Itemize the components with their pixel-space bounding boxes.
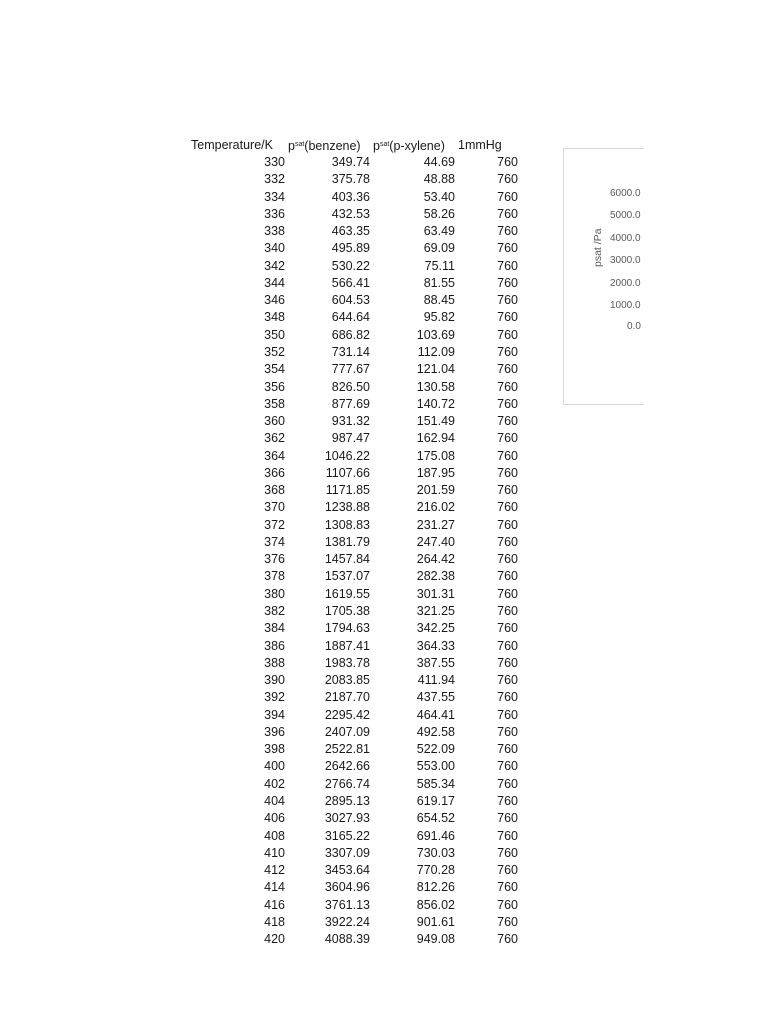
p-xylene-psat-cell: 44.69 bbox=[423, 155, 455, 169]
temperature-cell: 408 bbox=[264, 828, 285, 843]
p-xylene-psat-cell: 175.08 bbox=[416, 448, 455, 463]
temperature-cell: 354 bbox=[264, 362, 285, 377]
pressure-cell: 760 bbox=[497, 845, 518, 860]
temperature-cell: 374 bbox=[264, 534, 285, 549]
p-xylene-psat-cell: 69.09 bbox=[423, 241, 455, 256]
temperature-cell: 386 bbox=[264, 638, 285, 653]
benzene-psat-cell: 1705.38 bbox=[324, 604, 370, 619]
benzene-psat-cell: 375.78 bbox=[331, 172, 370, 187]
p-xylene-psat-cell: 619.17 bbox=[416, 793, 455, 808]
benzene-psat-cell: 931.32 bbox=[331, 414, 370, 429]
pressure-cell: 760 bbox=[497, 880, 518, 895]
pressure-cell: 760 bbox=[497, 241, 518, 256]
benzene-psat-cell: 3453.64 bbox=[324, 863, 370, 878]
p-xylene-psat-cell: 464.41 bbox=[416, 707, 455, 722]
chart-y-tick-label: 6000.0 bbox=[610, 188, 641, 199]
p-xylene-psat-cell: 247.40 bbox=[416, 534, 455, 549]
p-xylene-psat-cell: 321.25 bbox=[416, 604, 455, 619]
temperature-cell: 406 bbox=[264, 811, 285, 826]
temperature-cell: 360 bbox=[264, 414, 285, 429]
pressure-cell: 760 bbox=[497, 828, 518, 843]
temperature-cell: 388 bbox=[264, 655, 285, 670]
p-xylene-psat-cell: 437.55 bbox=[416, 690, 455, 705]
p-xylene-psat-cell: 585.34 bbox=[416, 776, 455, 791]
benzene-psat-cell: 463.35 bbox=[331, 224, 370, 239]
temperature-cell: 346 bbox=[264, 293, 285, 308]
benzene-psat-cell: 1537.07 bbox=[324, 569, 370, 584]
chart-y-tick-label: 0.0 bbox=[627, 321, 641, 332]
p-xylene-psat-cell: 81.55 bbox=[423, 275, 455, 290]
benzene-psat-cell: 2895.13 bbox=[324, 793, 370, 808]
benzene-psat-cell: 987.47 bbox=[331, 431, 370, 446]
temperature-cell: 400 bbox=[264, 759, 285, 774]
pressure-cell: 760 bbox=[497, 465, 518, 480]
p-xylene-psat-cell: 901.61 bbox=[416, 914, 455, 929]
temperature-cell: 410 bbox=[264, 845, 285, 860]
p-xylene-psat-cell: 411.94 bbox=[417, 673, 455, 688]
benzene-psat-cell: 3761.13 bbox=[324, 897, 370, 912]
benzene-psat-cell: 1107.66 bbox=[325, 465, 370, 480]
p-xylene-psat-cell: 812.26 bbox=[416, 880, 455, 895]
temperature-cell: 412 bbox=[264, 863, 285, 878]
pressure-cell: 760 bbox=[497, 414, 518, 429]
p-xylene-psat-cell: 63.49 bbox=[423, 224, 455, 239]
temperature-cell: 362 bbox=[264, 431, 285, 446]
pressure-cell: 760 bbox=[497, 586, 518, 601]
p-xylene-psat-cell: 264.42 bbox=[416, 552, 455, 567]
pressure-cell: 760 bbox=[497, 742, 518, 757]
temperature-cell: 372 bbox=[264, 517, 285, 532]
chart-y-tick-label: 2000.0 bbox=[610, 278, 641, 289]
p-xylene-psat-cell: 231.27 bbox=[416, 517, 455, 532]
pressure-cell: 760 bbox=[497, 759, 518, 774]
p-xylene-psat-cell: 53.40 bbox=[423, 189, 455, 204]
pressure-cell: 760 bbox=[497, 776, 518, 791]
p-xylene-psat-cell: 75.11 bbox=[424, 258, 455, 273]
pressure-cell: 760 bbox=[497, 673, 518, 688]
temperature-cell: 420 bbox=[264, 932, 285, 947]
p-xylene-psat-cell: 282.38 bbox=[416, 569, 455, 584]
temperature-cell: 416 bbox=[264, 897, 285, 912]
benzene-psat-cell: 566.41 bbox=[331, 275, 370, 290]
chart-y-tick-label: 5000.0 bbox=[610, 210, 641, 221]
p-xylene-psat-cell: 730.03 bbox=[416, 845, 455, 860]
pressure-cell: 760 bbox=[497, 172, 518, 187]
p-xylene-psat-cell: 553.00 bbox=[416, 759, 455, 774]
benzene-psat-cell: 2642.66 bbox=[324, 759, 370, 774]
pressure-cell: 760 bbox=[497, 327, 518, 342]
temperature-cell: 392 bbox=[264, 690, 285, 705]
pressure-cell: 760 bbox=[497, 655, 518, 670]
benzene-psat-cell: 1046.22 bbox=[324, 448, 370, 463]
chart-y-axis-label: psat /Pa bbox=[592, 228, 604, 267]
p-xylene-psat-cell: 691.46 bbox=[416, 828, 455, 843]
pressure-cell: 760 bbox=[497, 500, 518, 515]
pressure-cell: 760 bbox=[497, 275, 518, 290]
temperature-cell: 402 bbox=[264, 776, 285, 791]
temperature-cell: 356 bbox=[264, 379, 285, 394]
pressure-cell: 760 bbox=[497, 604, 518, 619]
benzene-psat-cell: 686.82 bbox=[331, 327, 370, 342]
p-xylene-psat-cell: 95.82 bbox=[423, 310, 455, 325]
chart-partial bbox=[563, 148, 644, 405]
benzene-psat-cell: 1457.84 bbox=[324, 552, 370, 567]
temperature-cell: 404 bbox=[264, 793, 285, 808]
temperature-cell: 364 bbox=[264, 448, 285, 463]
pressure-cell: 760 bbox=[497, 379, 518, 394]
pressure-cell: 760 bbox=[497, 206, 518, 221]
benzene-psat-cell: 4088.39 bbox=[324, 932, 370, 947]
p-xylene-psat-cell: 130.58 bbox=[416, 379, 455, 394]
benzene-psat-cell: 1887.41 bbox=[324, 638, 370, 653]
temperature-cell: 414 bbox=[264, 880, 285, 895]
p-xylene-psat-cell: 364.33 bbox=[416, 638, 455, 653]
temperature-cell: 398 bbox=[264, 742, 285, 757]
p-xylene-psat-cell: 522.09 bbox=[416, 742, 455, 757]
p-xylene-psat-cell: 121.04 bbox=[416, 362, 455, 377]
chart-y-tick-label: 4000.0 bbox=[610, 233, 641, 244]
p-xylene-psat-cell: 654.52 bbox=[416, 811, 455, 826]
temperature-cell: 338 bbox=[264, 224, 285, 239]
pressure-cell: 760 bbox=[497, 155, 518, 169]
pressure-cell: 760 bbox=[497, 932, 518, 947]
pressure-cell: 760 bbox=[497, 189, 518, 204]
temperature-cell: 344 bbox=[264, 275, 285, 290]
temperature-cell: 352 bbox=[264, 344, 285, 359]
pressure-cell: 760 bbox=[497, 707, 518, 722]
benzene-psat-cell: 3922.24 bbox=[324, 914, 370, 929]
temperature-cell: 366 bbox=[264, 465, 285, 480]
p-xylene-psat-cell: 48.88 bbox=[423, 172, 455, 187]
temperature-cell: 394 bbox=[264, 707, 285, 722]
temperature-cell: 348 bbox=[264, 310, 285, 325]
pressure-cell: 760 bbox=[497, 431, 518, 446]
pressure-cell: 760 bbox=[497, 569, 518, 584]
pressure-cell: 760 bbox=[497, 448, 518, 463]
p-xylene-psat-cell: 387.55 bbox=[416, 655, 455, 670]
benzene-psat-cell: 3307.09 bbox=[324, 845, 370, 860]
chart-frame bbox=[563, 148, 644, 405]
pressure-cell: 760 bbox=[497, 258, 518, 273]
header-pressure: 1mmHg bbox=[458, 138, 502, 152]
pressure-cell: 760 bbox=[497, 914, 518, 929]
pressure-cell: 760 bbox=[497, 483, 518, 498]
temperature-cell: 382 bbox=[264, 604, 285, 619]
benzene-psat-cell: 644.64 bbox=[331, 310, 370, 325]
p-xylene-psat-cell: 162.94 bbox=[416, 431, 455, 446]
benzene-psat-cell: 826.50 bbox=[331, 379, 370, 394]
pressure-cell: 760 bbox=[497, 621, 518, 636]
pressure-cell: 760 bbox=[497, 310, 518, 325]
p-xylene-psat-cell: 770.28 bbox=[416, 863, 455, 878]
pressure-cell: 760 bbox=[497, 638, 518, 653]
p-xylene-psat-cell: 151.49 bbox=[416, 414, 455, 429]
p-xylene-psat-cell: 140.72 bbox=[416, 396, 455, 411]
header-benzene: $p^{sat}(benzene)$ bbox=[288, 139, 361, 153]
temperature-cell: 368 bbox=[264, 483, 285, 498]
temperature-cell: 336 bbox=[264, 206, 285, 221]
p-xylene-psat-cell: 216.02 bbox=[416, 500, 455, 515]
p-xylene-psat-cell: 492.58 bbox=[416, 724, 455, 739]
temperature-cell: 342 bbox=[264, 258, 285, 273]
benzene-psat-cell: 1794.63 bbox=[324, 621, 370, 636]
p-xylene-psat-cell: 342.25 bbox=[416, 621, 455, 636]
benzene-psat-cell: 2083.85 bbox=[324, 673, 370, 688]
benzene-psat-cell: 2766.74 bbox=[324, 776, 370, 791]
benzene-psat-cell: 349.74 bbox=[331, 155, 370, 169]
p-xylene-psat-cell: 103.69 bbox=[416, 327, 455, 342]
benzene-psat-cell: 1381.79 bbox=[324, 534, 370, 549]
benzene-psat-cell: 495.89 bbox=[331, 241, 370, 256]
temperature-cell: 384 bbox=[264, 621, 285, 636]
p-xylene-psat-cell: 201.59 bbox=[416, 483, 455, 498]
benzene-psat-cell: 2407.09 bbox=[324, 724, 370, 739]
benzene-psat-cell: 777.67 bbox=[331, 362, 370, 377]
temperature-cell: 334 bbox=[264, 189, 285, 204]
benzene-psat-cell: 1619.55 bbox=[324, 586, 370, 601]
pressure-cell: 760 bbox=[497, 344, 518, 359]
temperature-cell: 330 bbox=[264, 155, 285, 169]
benzene-psat-cell: 1308.83 bbox=[324, 517, 370, 532]
pressure-cell: 760 bbox=[497, 897, 518, 912]
benzene-psat-cell: 877.69 bbox=[331, 396, 370, 411]
pressure-cell: 760 bbox=[497, 534, 518, 549]
pressure-cell: 760 bbox=[497, 552, 518, 567]
pressure-cell: 760 bbox=[497, 811, 518, 826]
temperature-cell: 380 bbox=[264, 586, 285, 601]
header-temperature: Temperature/K bbox=[191, 138, 273, 152]
pressure-cell: 760 bbox=[497, 863, 518, 878]
pressure-cell: 760 bbox=[497, 690, 518, 705]
temperature-cell: 340 bbox=[264, 241, 285, 256]
benzene-psat-cell: 3604.96 bbox=[324, 880, 370, 895]
temperature-cell: 378 bbox=[264, 569, 285, 584]
benzene-psat-cell: 2295.42 bbox=[324, 707, 370, 722]
benzene-psat-cell: 2187.70 bbox=[324, 690, 370, 705]
temperature-cell: 376 bbox=[264, 552, 285, 567]
benzene-psat-cell: 1238.88 bbox=[324, 500, 370, 515]
p-xylene-psat-cell: 88.45 bbox=[423, 293, 455, 308]
pressure-cell: 760 bbox=[497, 362, 518, 377]
temperature-cell: 370 bbox=[264, 500, 285, 515]
temperature-cell: 358 bbox=[264, 396, 285, 411]
p-xylene-psat-cell: 58.26 bbox=[423, 206, 455, 221]
pressure-cell: 760 bbox=[497, 517, 518, 532]
chart-y-tick-label: 3000.0 bbox=[610, 255, 641, 266]
benzene-psat-cell: 530.22 bbox=[331, 258, 370, 273]
benzene-psat-cell: 432.53 bbox=[331, 206, 370, 221]
temperature-cell: 350 bbox=[264, 327, 285, 342]
pressure-cell: 760 bbox=[497, 793, 518, 808]
p-xylene-psat-cell: 187.95 bbox=[416, 465, 455, 480]
p-xylene-psat-cell: 112.09 bbox=[417, 344, 455, 359]
temperature-cell: 390 bbox=[264, 673, 285, 688]
temperature-cell: 396 bbox=[264, 724, 285, 739]
benzene-psat-cell: 403.36 bbox=[331, 189, 370, 204]
benzene-psat-cell: 604.53 bbox=[331, 293, 370, 308]
header-p-xylene: $p^{sat}(p-xylene)$ bbox=[373, 139, 445, 153]
benzene-psat-cell: 3027.93 bbox=[324, 811, 370, 826]
temperature-cell: 332 bbox=[264, 172, 285, 187]
pressure-cell: 760 bbox=[497, 724, 518, 739]
chart-y-tick-label: 1000.0 bbox=[610, 300, 641, 311]
benzene-psat-cell: 731.14 bbox=[331, 344, 370, 359]
p-xylene-psat-cell: 856.02 bbox=[416, 897, 455, 912]
p-xylene-psat-cell: 949.08 bbox=[416, 932, 455, 947]
p-xylene-psat-cell: 301.31 bbox=[416, 586, 455, 601]
benzene-psat-cell: 2522.81 bbox=[324, 742, 370, 757]
pressure-cell: 760 bbox=[497, 396, 518, 411]
benzene-psat-cell: 3165.22 bbox=[324, 828, 370, 843]
pressure-cell: 760 bbox=[497, 224, 518, 239]
temperature-cell: 418 bbox=[264, 914, 285, 929]
pressure-cell: 760 bbox=[497, 293, 518, 308]
benzene-psat-cell: 1983.78 bbox=[324, 655, 370, 670]
benzene-psat-cell: 1171.85 bbox=[325, 483, 370, 498]
